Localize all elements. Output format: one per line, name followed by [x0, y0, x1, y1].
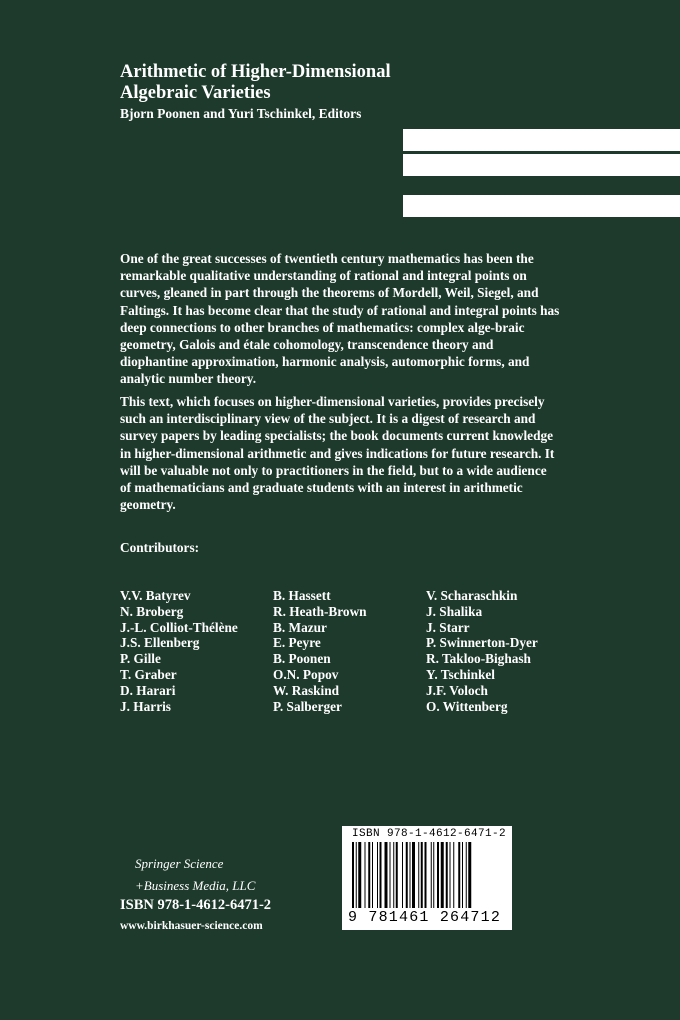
barcode-bar — [437, 842, 439, 908]
barcode-bar — [385, 842, 388, 908]
contributor: B. Hassett — [273, 588, 331, 603]
barcode-bar — [441, 842, 444, 908]
publisher-line-2: +Business Media, LLC — [135, 878, 256, 893]
contributor: P. Swinnerton-Dyer — [426, 635, 538, 651]
contributor: N. Broberg — [120, 603, 184, 619]
barcode-bar — [410, 842, 411, 908]
barcode-bar — [421, 842, 423, 908]
barcode-bar — [402, 842, 403, 908]
contributor: J. Starr — [426, 619, 470, 635]
barcode-bar — [396, 842, 398, 908]
barcode-bar — [352, 842, 354, 908]
barcode-bar — [453, 842, 454, 908]
barcode-bar — [406, 842, 408, 908]
barcode-bar — [446, 842, 448, 908]
contributor: R. Heath-Brown — [273, 603, 367, 619]
contributors-column-3 — [426, 588, 538, 714]
contributor: J.F. Voloch — [426, 682, 488, 698]
book-title — [120, 62, 450, 104]
contributor: W. Raskind — [273, 682, 340, 698]
decorative-bar-1 — [403, 129, 680, 151]
barcode-bar — [365, 842, 366, 908]
contributor: J. Shalika — [426, 603, 483, 619]
barcode-bar — [377, 842, 378, 908]
description-paragraph-2: This text, which focuses on higher-dimensional varieties, provides precisely such an interdisciplinary view of the subject. It is a digest of research and survey papers by leading specialists; the book documents current knowledge in higher-dimensional arithmetic and gives indications for future research. It will be valuable not only to practitioners in the field, but to a wide audience of mathematicians and graduate students with an interest in arithmetic geometry. — [120, 394, 555, 513]
contributor: O.N. Popov — [273, 666, 339, 682]
barcode-bar — [468, 842, 471, 908]
contributor: R. Takloo-Bighash — [426, 651, 531, 667]
contributor: T. Graber — [120, 666, 177, 682]
barcode-number: 9 781461 264712 — [348, 909, 502, 926]
decorative-bar-3 — [403, 195, 680, 217]
barcode-bar — [372, 842, 373, 908]
barcode-bar — [458, 842, 460, 908]
contributors-heading: Contributors: — [120, 540, 200, 555]
barcode-bar — [356, 842, 357, 908]
contributor: B. Poonen — [273, 651, 331, 667]
contributor: J.-L. Colliot-Thélène — [120, 619, 238, 635]
contributor: O. Wittenberg — [426, 698, 508, 714]
publisher-url: www.birkhasuer-science.com — [120, 920, 263, 932]
contributor: V.V. Batyrev — [120, 588, 191, 603]
decorative-bar-2 — [403, 154, 680, 176]
barcode-bar — [368, 842, 370, 908]
barcode-bar — [393, 842, 394, 908]
contributor: Y. Tschinkel — [426, 666, 495, 682]
contributor: V. Scharaschkin — [426, 588, 518, 603]
contributor: J. Harris — [120, 698, 171, 714]
barcode-bar — [431, 842, 432, 908]
contributors-column-2 — [273, 588, 367, 714]
barcode-isbn-label: ISBN 978-1-4612-6471-2 — [352, 828, 507, 840]
title-line-1: Arithmetic of Higher-Dimensional — [120, 62, 391, 82]
contributor: P. Gille — [120, 651, 161, 667]
barcode-bar — [450, 842, 451, 908]
contributor: B. Mazur — [273, 619, 327, 635]
contributor: D. Harari — [120, 682, 176, 698]
barcode-bar — [412, 842, 415, 908]
barcode-bar — [425, 842, 427, 908]
barcode-bar — [433, 842, 434, 908]
barcode-bar — [390, 842, 391, 908]
title-line-2: Algebraic Varieties — [120, 83, 271, 103]
contributor: P. Salberger — [273, 698, 342, 714]
isbn-barcode — [342, 826, 512, 930]
isbn-text: ISBN 978-1-4612-6471-2 — [120, 897, 272, 913]
barcode-bar — [466, 842, 467, 908]
barcode-bar — [358, 842, 361, 908]
barcode-bars-icon — [352, 842, 502, 908]
contributor: E. Peyre — [273, 635, 321, 651]
barcode-bar — [380, 842, 382, 908]
description-paragraph-1: One of the great successes of twentieth century mathematics has been the remarkable qualitative understanding of rational and integral points on curves, gleaned in part through the theorems of Mordell, Weil, Siegel, and Faltings. It has become clear that the study of rational and integral points has deep connections to other branches of mathematics: complex alge-braic geometry, Galois and étale cohomology, transcendence theory and diophantine approximation, harmonic analysis, automorphic forms, and analytic number theory. — [120, 251, 560, 387]
barcode-bar — [462, 842, 463, 908]
editors: Bjorn Poonen and Yuri Tschinkel, Editors — [120, 106, 362, 121]
publisher-name — [135, 853, 255, 897]
contributor: J.S. Ellenberg — [120, 635, 200, 651]
publisher-line-1: Springer Science — [135, 856, 224, 871]
barcode-bar — [418, 842, 419, 908]
contributors-column-1 — [120, 588, 238, 714]
